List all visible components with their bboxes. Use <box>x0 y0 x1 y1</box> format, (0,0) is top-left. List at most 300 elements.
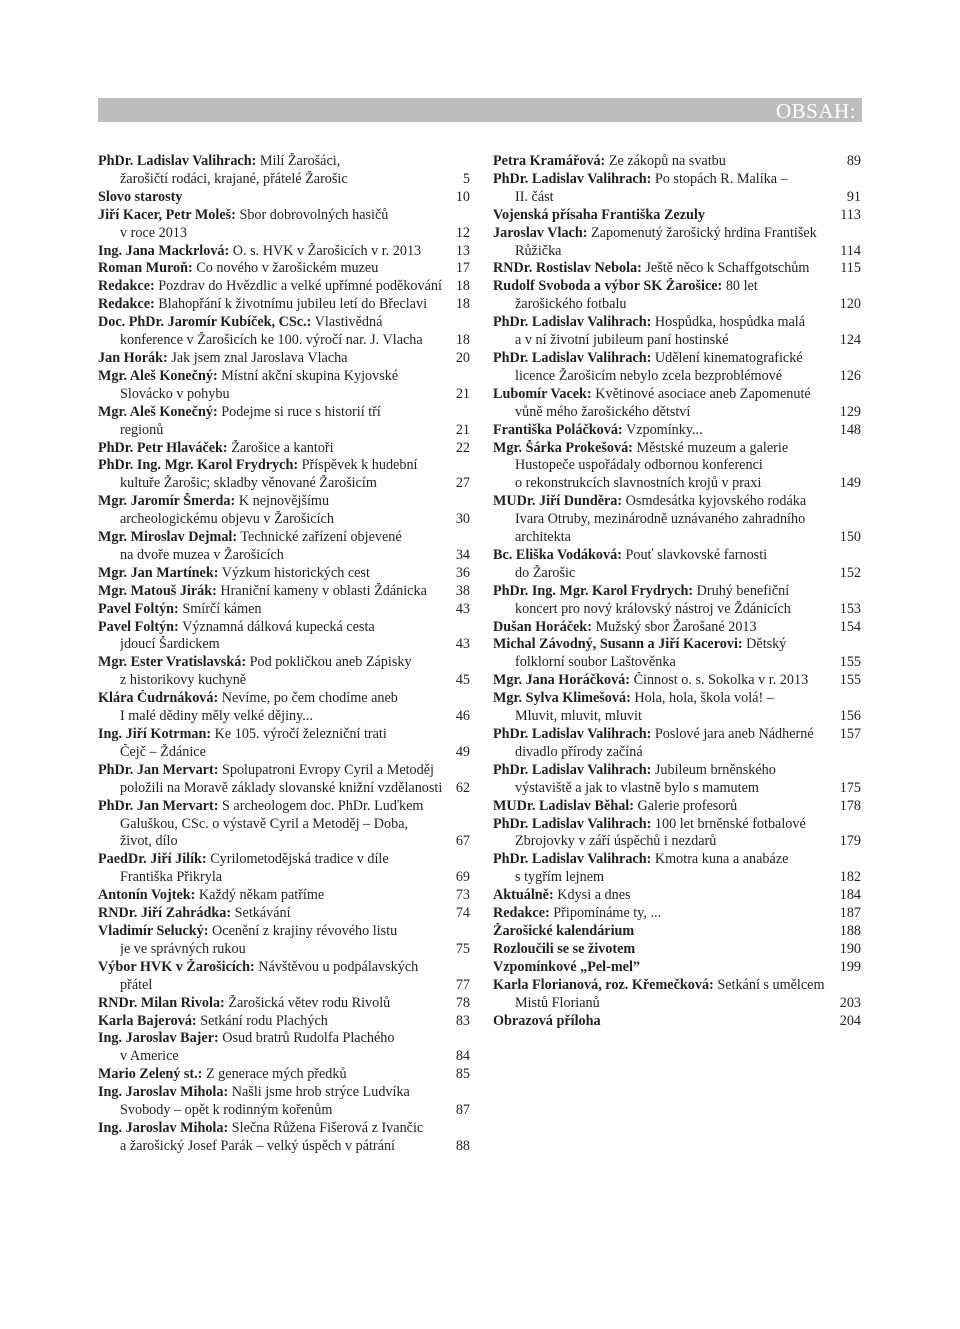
toc-title: S archeologem doc. PhDr. Luďkem <box>218 797 424 814</box>
toc-entry <box>493 941 861 959</box>
toc-title: život, dílo <box>120 833 178 850</box>
toc-entry-text-wrap <box>493 690 774 708</box>
toc-entry <box>493 1013 861 1031</box>
toc-author: Ing. Jaroslav Mihola: <box>98 1084 229 1101</box>
toc-author: Žarošické kalendárium <box>493 922 635 939</box>
toc-title: Dětský <box>742 636 787 653</box>
toc-page-number: 85 <box>455 1066 470 1083</box>
toc-title: Františka Přikryla <box>120 869 223 886</box>
toc-page-number: 149 <box>839 475 861 492</box>
toc-title: 80 let <box>722 278 758 295</box>
toc-title: s tygřím lejnem <box>515 869 605 886</box>
toc-author: Michal Závodný, Susann a Jiří Kacerovi: <box>493 636 743 653</box>
toc-author: Doc. PhDr. Jaromír Kubíček, CSc.: <box>98 314 312 331</box>
toc-title: O. s. HVK v Žarošicích v r. 2013 <box>229 242 422 259</box>
toc-entry-text-wrap <box>493 350 803 368</box>
toc-entry <box>493 636 861 672</box>
toc-entry-text-wrap <box>515 780 759 798</box>
toc-entry <box>98 350 470 368</box>
toc-page-number: 75 <box>455 940 470 957</box>
toc-entry-line <box>493 941 861 959</box>
toc-entry-line <box>98 708 470 726</box>
toc-entry-line <box>98 1048 470 1066</box>
toc-entry-text-wrap <box>120 744 206 762</box>
toc-entry-text-wrap <box>120 1138 395 1156</box>
toc-entry <box>98 726 470 762</box>
toc-author: Mgr. Aleš Konečný: <box>98 403 218 420</box>
toc-entry-text-wrap <box>98 851 389 869</box>
toc-entry-text-wrap <box>120 225 187 243</box>
toc-entry-line <box>493 833 861 851</box>
toc-title: Pod pokličkou aneb Zápisky <box>246 654 412 671</box>
toc-entry-line <box>493 636 861 654</box>
toc-entry-text-wrap <box>493 726 814 744</box>
toc-page-number: 13 <box>455 242 470 259</box>
toc-title: Poslové jara aneb Nádherné <box>651 726 814 742</box>
toc-entry-line <box>493 762 861 780</box>
toc-title: divadlo přírody začíná <box>515 743 643 760</box>
toc-entry-line <box>98 887 470 905</box>
toc-page-number: 184 <box>839 887 861 904</box>
toc-page-number: 187 <box>839 905 861 922</box>
toc-entry <box>493 726 861 762</box>
toc-title: konference v Žarošicích ke 100. výročí nar. J. Vlacha <box>120 332 423 349</box>
toc-title: na dvoře muzea v Žarošicích <box>120 546 284 563</box>
toc-title: Významná dálková kupecká cesta <box>178 618 375 635</box>
toc-entry <box>493 977 861 1013</box>
toc-author: Mgr. Aleš Konečný: <box>98 367 218 384</box>
toc-page-number: 38 <box>455 582 470 599</box>
toc-entry <box>98 1084 470 1120</box>
toc-author: Jiří Kacer, Petr Moleš: <box>98 206 236 223</box>
toc-title: Žarošice a kantoři <box>227 439 334 456</box>
toc-entry-line <box>493 780 861 798</box>
toc-entry <box>98 529 470 565</box>
toc-author: Mario Zelený st.: <box>98 1066 203 1083</box>
toc-title: žarošického fotbalu <box>515 296 627 313</box>
toc-entry-line <box>98 816 470 834</box>
toc-page-number: 18 <box>455 296 470 313</box>
toc-entry-text-wrap <box>493 171 788 189</box>
toc-entry-text-wrap <box>98 726 387 744</box>
toc-title: Druhý benefiční <box>693 582 790 599</box>
toc-title: Výzkum historických cest <box>218 564 370 581</box>
toc-author: RNDr. Jiří Zahrádka: <box>98 905 232 922</box>
toc-entry <box>98 1013 470 1031</box>
toc-entry-line <box>98 440 470 458</box>
toc-entry <box>98 959 470 995</box>
toc-title: Žarošická větev rodu Rivolů <box>224 994 391 1011</box>
toc-entry-text-wrap <box>493 762 776 780</box>
toc-entry <box>98 314 470 350</box>
toc-entry-text-wrap <box>98 368 398 386</box>
toc-page-number: 83 <box>455 1012 470 1029</box>
toc-entry-line <box>493 332 861 350</box>
toc-page-number: 78 <box>455 994 470 1011</box>
toc-title: přátel <box>120 976 153 993</box>
toc-entry <box>98 887 470 905</box>
toc-page-number: 199 <box>839 958 861 975</box>
toc-author: Mgr. Ester Vratislavská: <box>98 654 247 671</box>
toc-entry-line <box>493 260 861 278</box>
toc-entry-line <box>493 816 861 834</box>
toc-entry <box>493 153 861 171</box>
toc-entry-line <box>98 941 470 959</box>
toc-entry-text-wrap <box>98 457 417 475</box>
toc-page-number: 45 <box>455 672 470 689</box>
toc-entry-line <box>493 386 861 404</box>
toc-entry-line <box>493 475 861 493</box>
toc-author: Antonín Vojtek: <box>98 887 196 904</box>
toc-author: PhDr. Ladislav Valihrach: <box>493 170 652 187</box>
toc-entry-text-wrap <box>515 189 554 207</box>
toc-title: architekta <box>515 529 571 546</box>
toc-author: PaedDr. Jiří Jilík: <box>98 851 207 868</box>
toc-entry-text-wrap <box>98 762 434 780</box>
toc-entry-text-wrap <box>120 816 408 834</box>
toc-entry <box>98 619 470 655</box>
toc-title: Setkání rodu Plachých <box>196 1012 328 1029</box>
toc-page-number: 157 <box>839 726 861 742</box>
toc-entry-text-wrap <box>98 1084 410 1102</box>
toc-title: výstaviště a jak to vlastně bylo s mamutem <box>515 779 759 796</box>
toc-entry <box>493 207 861 225</box>
toc-entry <box>493 798 861 816</box>
toc-title: koncert pro nový královský nástroj ve Ždánicích <box>515 600 791 617</box>
toc-entry-line <box>493 726 861 744</box>
toc-entry-text-wrap <box>493 547 767 565</box>
toc-title: Návštěvou u podpálavských <box>254 958 419 975</box>
toc-entry-text-wrap <box>515 368 782 386</box>
toc-entry-text-wrap <box>515 601 791 619</box>
toc-entry-line <box>493 243 861 261</box>
toc-entry-text-wrap <box>515 744 643 762</box>
toc-entry-text-wrap <box>98 493 329 511</box>
toc-page-number: 179 <box>839 833 861 850</box>
toc-page-number: 84 <box>455 1048 470 1065</box>
toc-entry-text-wrap <box>493 225 817 243</box>
toc-left-column <box>98 153 470 1156</box>
toc-author: MUDr. Jiří Dunděra: <box>493 493 623 510</box>
toc-title: Růžička <box>515 242 562 259</box>
toc-entry-line <box>98 153 470 171</box>
toc-entry-text-wrap <box>98 278 442 296</box>
toc-entry-text-wrap <box>493 493 806 511</box>
toc-page-number: 67 <box>455 833 470 850</box>
toc-title: Setkávání <box>231 905 291 922</box>
toc-entry-text-wrap <box>98 1120 423 1138</box>
toc-entry-text-wrap <box>515 296 626 314</box>
toc-entry-line <box>98 672 470 690</box>
toc-title: K nejnovějšímu <box>235 493 330 510</box>
toc-author: RNDr. Milan Rivola: <box>98 994 225 1011</box>
toc-entry-text-wrap <box>493 887 631 905</box>
toc-entry-line <box>98 1102 470 1120</box>
toc-entry-line <box>493 314 861 332</box>
toc-title: Slovácko v pohybu <box>120 385 230 402</box>
toc-page-number: 88 <box>455 1137 470 1154</box>
toc-entry-text-wrap <box>493 851 788 869</box>
toc-right-column <box>493 153 861 1030</box>
toc-page-number: 77 <box>455 976 470 993</box>
toc-entry-text-wrap <box>493 905 661 923</box>
toc-author: Rozloučili se se životem <box>493 940 636 957</box>
toc-page-number: 22 <box>455 439 470 456</box>
toc-author: Bc. Eliška Vodáková: <box>493 546 622 563</box>
toc-title: Pozdrav do Hvězdlic a velké upřímné poděkování <box>154 278 442 295</box>
toc-entry-text-wrap <box>98 189 182 207</box>
toc-title: Nevíme, po čem chodíme aneb <box>218 690 398 707</box>
toc-entry-text-wrap <box>98 296 427 314</box>
toc-entry-text-wrap <box>120 977 152 995</box>
toc-entry-text-wrap <box>515 869 604 887</box>
toc-author: PhDr. Ladislav Valihrach: <box>98 153 257 169</box>
toc-entry <box>493 260 861 278</box>
toc-entry-text-wrap <box>515 243 561 261</box>
toc-entry <box>98 565 470 583</box>
toc-entry <box>98 278 470 296</box>
toc-entry-line <box>98 726 470 744</box>
toc-entry <box>98 260 470 278</box>
toc-entry <box>98 583 470 601</box>
toc-entry-text-wrap <box>98 153 340 171</box>
toc-page-number: 62 <box>455 779 470 796</box>
toc-entry-line <box>98 1066 470 1084</box>
toc-entry <box>493 959 861 977</box>
toc-page-number: 148 <box>839 421 861 438</box>
toc-title: Smírčí kámen <box>178 600 262 617</box>
toc-entry-text-wrap <box>515 833 716 851</box>
toc-author: Vladimír Selucký: <box>98 922 209 939</box>
toc-page-number: 115 <box>840 260 861 277</box>
toc-entry-line <box>98 833 470 851</box>
toc-author: PhDr. Ladislav Valihrach: <box>493 761 652 778</box>
toc-title: Čejč – Ždánice <box>120 743 206 760</box>
toc-entry-line <box>98 959 470 977</box>
toc-page-number: 43 <box>455 636 470 653</box>
toc-entry-line <box>493 189 861 207</box>
toc-entry-line <box>98 1030 470 1048</box>
toc-author: Mgr. Jan Martínek: <box>98 564 219 581</box>
toc-page-number: 188 <box>839 922 861 939</box>
toc-title: Hola, hola, škola volá! – <box>630 690 774 707</box>
toc-page-number: 91 <box>846 188 861 205</box>
toc-title: Květinové asociace aneb Zapomenuté <box>591 385 811 402</box>
toc-entry-line <box>98 404 470 422</box>
toc-page-number: 129 <box>839 403 861 420</box>
toc-entry-line <box>493 690 861 708</box>
toc-title: Jak jsem znal Jaroslava Vlacha <box>167 349 348 366</box>
toc-page-number: 190 <box>839 940 861 957</box>
toc-entry-text-wrap <box>98 995 390 1013</box>
toc-page-number: 182 <box>839 869 861 886</box>
toc-entry-line <box>98 332 470 350</box>
toc-page-number: 152 <box>839 564 861 581</box>
toc-entry-line <box>493 744 861 762</box>
toc-entry <box>98 404 470 440</box>
toc-title: Ze zákopů na svatbu <box>605 153 726 169</box>
toc-title: a v ní životní jubileum paní hostinské <box>515 332 729 349</box>
toc-title: Po stopách R. Malíka – <box>651 170 788 187</box>
toc-page-number: 18 <box>455 332 470 349</box>
toc-entry-line <box>98 475 470 493</box>
toc-entry-line <box>493 565 861 583</box>
toc-entry <box>98 296 470 314</box>
toc-entry-line <box>98 296 470 314</box>
toc-title: Mluvit, mluvit, mluvit <box>515 708 642 725</box>
toc-author: PhDr. Ladislav Valihrach: <box>493 349 652 366</box>
toc-entry-line <box>493 708 861 726</box>
toc-entry-line <box>98 1013 470 1031</box>
toc-author: Ing. Jana Mackrlová: <box>98 242 230 259</box>
toc-author: Pavel Foltýn: <box>98 600 179 617</box>
toc-author: PhDr. Ladislav Valihrach: <box>493 314 652 331</box>
toc-entry-text-wrap <box>120 1048 179 1066</box>
toc-entry-text-wrap <box>98 1030 394 1048</box>
toc-page-number: 178 <box>839 797 861 814</box>
toc-page-number: 126 <box>839 367 861 384</box>
toc-title: žarošičtí rodáci, krajané, přátelé Žarošic <box>120 170 348 187</box>
toc-entry <box>493 225 861 261</box>
toc-entry-text-wrap <box>493 278 758 296</box>
toc-entry-line <box>98 1084 470 1102</box>
toc-entry-line <box>493 440 861 458</box>
toc-entry-line <box>98 851 470 869</box>
toc-title: archeologickému objevu v Žarošicích <box>120 511 334 528</box>
toc-entry-line <box>493 869 861 887</box>
toc-entry-text-wrap <box>515 332 729 350</box>
toc-entry-line <box>98 350 470 368</box>
toc-author: Redakce: <box>98 296 155 313</box>
toc-title: vůně mého žarošického dětství <box>515 403 691 420</box>
toc-title: I malé dědiny měly velké dějiny... <box>120 708 313 725</box>
toc-author: PhDr. Ing. Mgr. Karol Frydrych: <box>98 457 299 474</box>
toc-title: Ocenění z krajiny révového listu <box>208 922 398 939</box>
toc-title: Hospůdka, hospůdka malá <box>651 314 806 331</box>
toc-entry-text-wrap <box>98 243 421 261</box>
toc-page-number: 124 <box>839 332 861 349</box>
toc-author: Redakce: <box>493 905 550 922</box>
toc-entry-text-wrap <box>515 511 805 529</box>
toc-title: Cyrilometodějská tradice v díle <box>206 851 389 868</box>
toc-entry-line <box>493 153 861 171</box>
toc-entry-line <box>98 923 470 941</box>
toc-entry-line <box>98 601 470 619</box>
toc-page-number: 114 <box>840 242 861 259</box>
toc-entry-text-wrap <box>120 869 222 887</box>
toc-title: Kmotra kuna a anabáze <box>651 851 789 868</box>
toc-entry-text-wrap <box>515 565 575 583</box>
toc-entry <box>493 619 861 637</box>
toc-entry-text-wrap <box>98 350 348 368</box>
toc-entry-line <box>493 207 861 225</box>
toc-entry-text-wrap <box>98 314 382 332</box>
toc-entry-line <box>493 959 861 977</box>
toc-entry-text-wrap <box>493 619 757 637</box>
toc-author: Mgr. Miroslav Dejmal: <box>98 529 238 546</box>
toc-entry-line <box>98 869 470 887</box>
toc-entry <box>98 690 470 726</box>
toc-entry-line <box>493 350 861 368</box>
toc-title: Mistů Florianů <box>515 994 600 1011</box>
toc-entry <box>493 887 861 905</box>
toc-entry <box>98 851 470 887</box>
toc-entry-line <box>493 368 861 386</box>
toc-author: Petra Kramářová: <box>493 153 606 169</box>
toc-author: PhDr. Jan Mervart: <box>98 761 219 778</box>
toc-title: Příspěvek k hudební <box>298 457 418 474</box>
toc-entry-line <box>493 672 861 690</box>
toc-entry-text-wrap <box>493 672 808 690</box>
toc-page-number: 34 <box>455 546 470 563</box>
toc-entry-text-wrap <box>98 654 412 672</box>
toc-entry-line <box>493 923 861 941</box>
toc-title: 100 let brněnské fotbalové <box>651 815 806 832</box>
toc-entry-line <box>98 744 470 762</box>
toc-page-number: 204 <box>839 1012 861 1029</box>
toc-entry <box>98 654 470 690</box>
toc-page-number: 155 <box>839 654 861 671</box>
toc-page-number: 5 <box>462 170 470 187</box>
toc-title: Galerie profesorů <box>633 797 738 814</box>
toc-author: Františka Poláčková: <box>493 421 623 438</box>
toc-entry-line <box>98 368 470 386</box>
toc-entry-line <box>98 654 470 672</box>
toc-entry-line <box>98 243 470 261</box>
toc-title: Místní akční skupina Kyjovské <box>217 367 399 384</box>
toc-entry-line <box>98 1120 470 1138</box>
toc-page-number: 43 <box>455 600 470 617</box>
toc-title: Ivara Otruby, mezinárodně uznávaného zahradního <box>515 511 806 528</box>
toc-author: Redakce: <box>98 278 155 295</box>
toc-title: Kdysi a dnes <box>553 887 631 904</box>
toc-entry <box>98 493 470 529</box>
toc-entry-line <box>98 422 470 440</box>
toc-entry <box>493 762 861 798</box>
toc-entry-line <box>493 887 861 905</box>
toc-entry-text-wrap <box>120 332 423 350</box>
toc-page-number: 120 <box>839 296 861 313</box>
toc-entry-text-wrap <box>493 314 805 332</box>
toc-entry-line <box>493 278 861 296</box>
toc-entry-line <box>98 189 470 207</box>
toc-entry-line <box>98 1138 470 1156</box>
toc-entry-text-wrap <box>515 404 690 422</box>
toc-entry-line <box>493 905 861 923</box>
toc-entry-line <box>98 511 470 529</box>
toc-entry-text-wrap <box>98 583 427 601</box>
toc-entry-line <box>98 762 470 780</box>
toc-entry <box>493 672 861 690</box>
toc-title: Udělení kinematografické <box>651 349 803 366</box>
toc-title: položili na Moravě základy slovanské knižní vzdělanosti <box>120 779 443 796</box>
toc-author: Ing. Jaroslav Mihola: <box>98 1119 229 1136</box>
toc-page-number: 27 <box>455 475 470 492</box>
toc-entry-line <box>98 690 470 708</box>
toc-author: Dušan Horáček: <box>493 618 592 635</box>
toc-entry-line <box>98 171 470 189</box>
toc-author: PhDr. Ladislav Valihrach: <box>493 815 652 832</box>
toc-title: II. část <box>515 188 554 205</box>
toc-page-number: 49 <box>455 743 470 760</box>
toc-page-number: 20 <box>455 349 470 366</box>
toc-entry-text-wrap <box>493 386 811 404</box>
toc-entry-text-wrap <box>98 798 423 816</box>
toc-title: Podejme si ruce s historií tří <box>217 403 381 420</box>
toc-entry-line <box>493 977 861 995</box>
toc-entry <box>493 690 861 726</box>
toc-entry-text-wrap <box>515 475 761 493</box>
